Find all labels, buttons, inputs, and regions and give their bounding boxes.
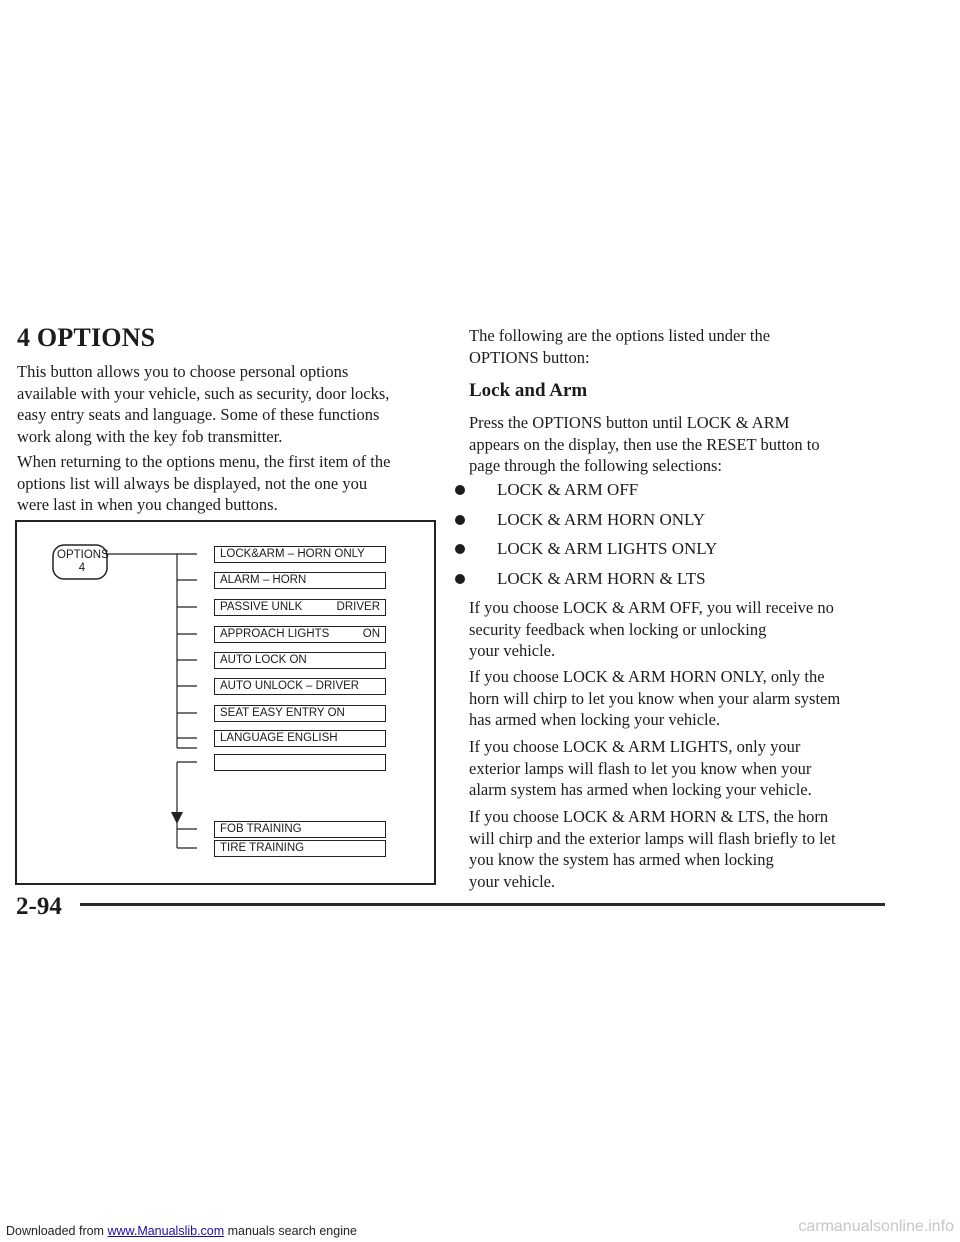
lock-arm-horn-paragraph (469, 666, 840, 731)
menu-item-label: LOCK&ARM – HORN ONLY (220, 548, 365, 560)
bullet-icon (455, 515, 465, 525)
options-button-label (57, 549, 107, 575)
text-line: work along with the key fob transmitter. (17, 426, 283, 446)
menu-item-box (214, 599, 386, 616)
return-paragraph (17, 451, 390, 516)
text-line: options list will always be displayed, not the one you (17, 473, 368, 493)
download-footer (6, 1224, 357, 1238)
menu-item-box (214, 730, 386, 747)
menu-item-label: FOB TRAINING (220, 823, 302, 835)
text-line: has armed when locking your vehicle. (469, 710, 721, 729)
bullet-icon (455, 544, 465, 554)
text-line: When returning to the options menu, the first item of the (17, 452, 391, 471)
text-line: will chirp and the exterior lamps will flash briefly to let (469, 828, 836, 848)
page-number: 2-94 (16, 893, 62, 920)
menu-item-value: ON (362, 628, 380, 640)
text-line: your vehicle. (469, 871, 556, 891)
footer-suffix: manuals search engine (224, 1224, 357, 1238)
text-line: alarm system has armed when locking your vehicle. (469, 780, 812, 799)
section-title: 4 OPTIONS (17, 323, 156, 352)
menu-item-box (214, 572, 386, 589)
bullet-icon (455, 485, 465, 495)
text-line: OPTIONS button: (469, 347, 590, 367)
options-label-line: OPTIONS (57, 549, 109, 561)
intro-paragraph (17, 361, 389, 447)
text-line: Press the OPTIONS button until LOCK & ARM (469, 413, 790, 432)
text-line: If you choose LOCK & ARM HORN & LTS, the horn (469, 807, 829, 826)
text-line: The following are the options listed under the (469, 326, 771, 345)
text-line: horn will chirp to let you know when your alarm system (469, 688, 841, 708)
menu-item-box (214, 840, 386, 857)
menu-item-box (214, 705, 386, 722)
text-line: If you choose LOCK & ARM OFF, you will receive no (469, 598, 834, 617)
menu-item-box (214, 678, 386, 695)
text-line: your vehicle. (469, 641, 556, 660)
menu-item-value: DRIVER (336, 601, 380, 613)
selection-list (453, 479, 717, 597)
text-line: If you choose LOCK & ARM HORN ONLY, only the (469, 667, 825, 686)
bullet-icon (455, 574, 465, 584)
menu-item-label: AUTO UNLOCK – DRIVER (220, 680, 360, 692)
menu-item-label: APPROACH LIGHTS (220, 628, 330, 640)
menu-item-label: AUTO LOCK ON (220, 654, 307, 666)
options-menu-diagram (15, 520, 436, 885)
text-line: were last in when you changed buttons. (17, 495, 278, 514)
text-line: If you choose LOCK & ARM LIGHTS, only your (469, 737, 801, 756)
menu-item-box (214, 652, 386, 669)
list-item-text: LOCK & ARM LIGHTS ONLY (497, 539, 718, 558)
footer-prefix: Downloaded from (6, 1224, 108, 1238)
lock-arm-heading: Lock and Arm (469, 380, 588, 401)
menu-item-label: TIRE TRAINING (220, 842, 305, 854)
menu-item-box-blank (214, 754, 386, 771)
menu-item-label: SEAT EASY ENTRY ON (220, 707, 345, 719)
manualslib-link[interactable]: www.Manualslib.com (107, 1224, 225, 1238)
menu-item-box (214, 821, 386, 838)
lock-arm-horn-lts-paragraph (469, 806, 836, 892)
list-item (453, 538, 717, 568)
menu-item-label: LANGUAGE ENGLISH (220, 732, 338, 744)
text-line: exterior lamps will flash to let you know when your (469, 758, 812, 778)
text-line: you know the system has armed when locking (469, 850, 774, 869)
text-line: appears on the display, then use the RESET button to (469, 434, 820, 454)
menu-item-box (214, 626, 386, 643)
text-line: This button allows you to choose personal options (17, 362, 349, 381)
options-number-line: 4 (78, 562, 86, 574)
menu-item-label: PASSIVE UNLK (220, 601, 303, 613)
footer-rule (80, 903, 885, 906)
text-line: page through the following selections: (469, 456, 722, 475)
lock-arm-off-paragraph (469, 597, 834, 662)
list-item (453, 479, 717, 509)
right-intro-paragraph (469, 325, 770, 368)
menu-item-box (214, 546, 386, 563)
text-line: security feedback when locking or unlocking (469, 619, 767, 639)
list-item-text: LOCK & ARM HORN ONLY (497, 509, 705, 529)
text-line: available with your vehicle, such as security, door locks, (17, 383, 390, 403)
menu-item-label: ALARM – HORN (220, 574, 307, 586)
list-item-text: LOCK & ARM HORN & LTS (497, 568, 706, 588)
lock-arm-lights-paragraph (469, 736, 812, 801)
watermark: carmanualsonline.info (798, 1218, 954, 1235)
list-item-text: LOCK & ARM OFF (497, 480, 639, 499)
list-item (453, 568, 717, 598)
list-item (453, 509, 717, 539)
lock-arm-paragraph (469, 412, 820, 477)
text-line: easy entry seats and language. Some of these functions (17, 405, 380, 424)
